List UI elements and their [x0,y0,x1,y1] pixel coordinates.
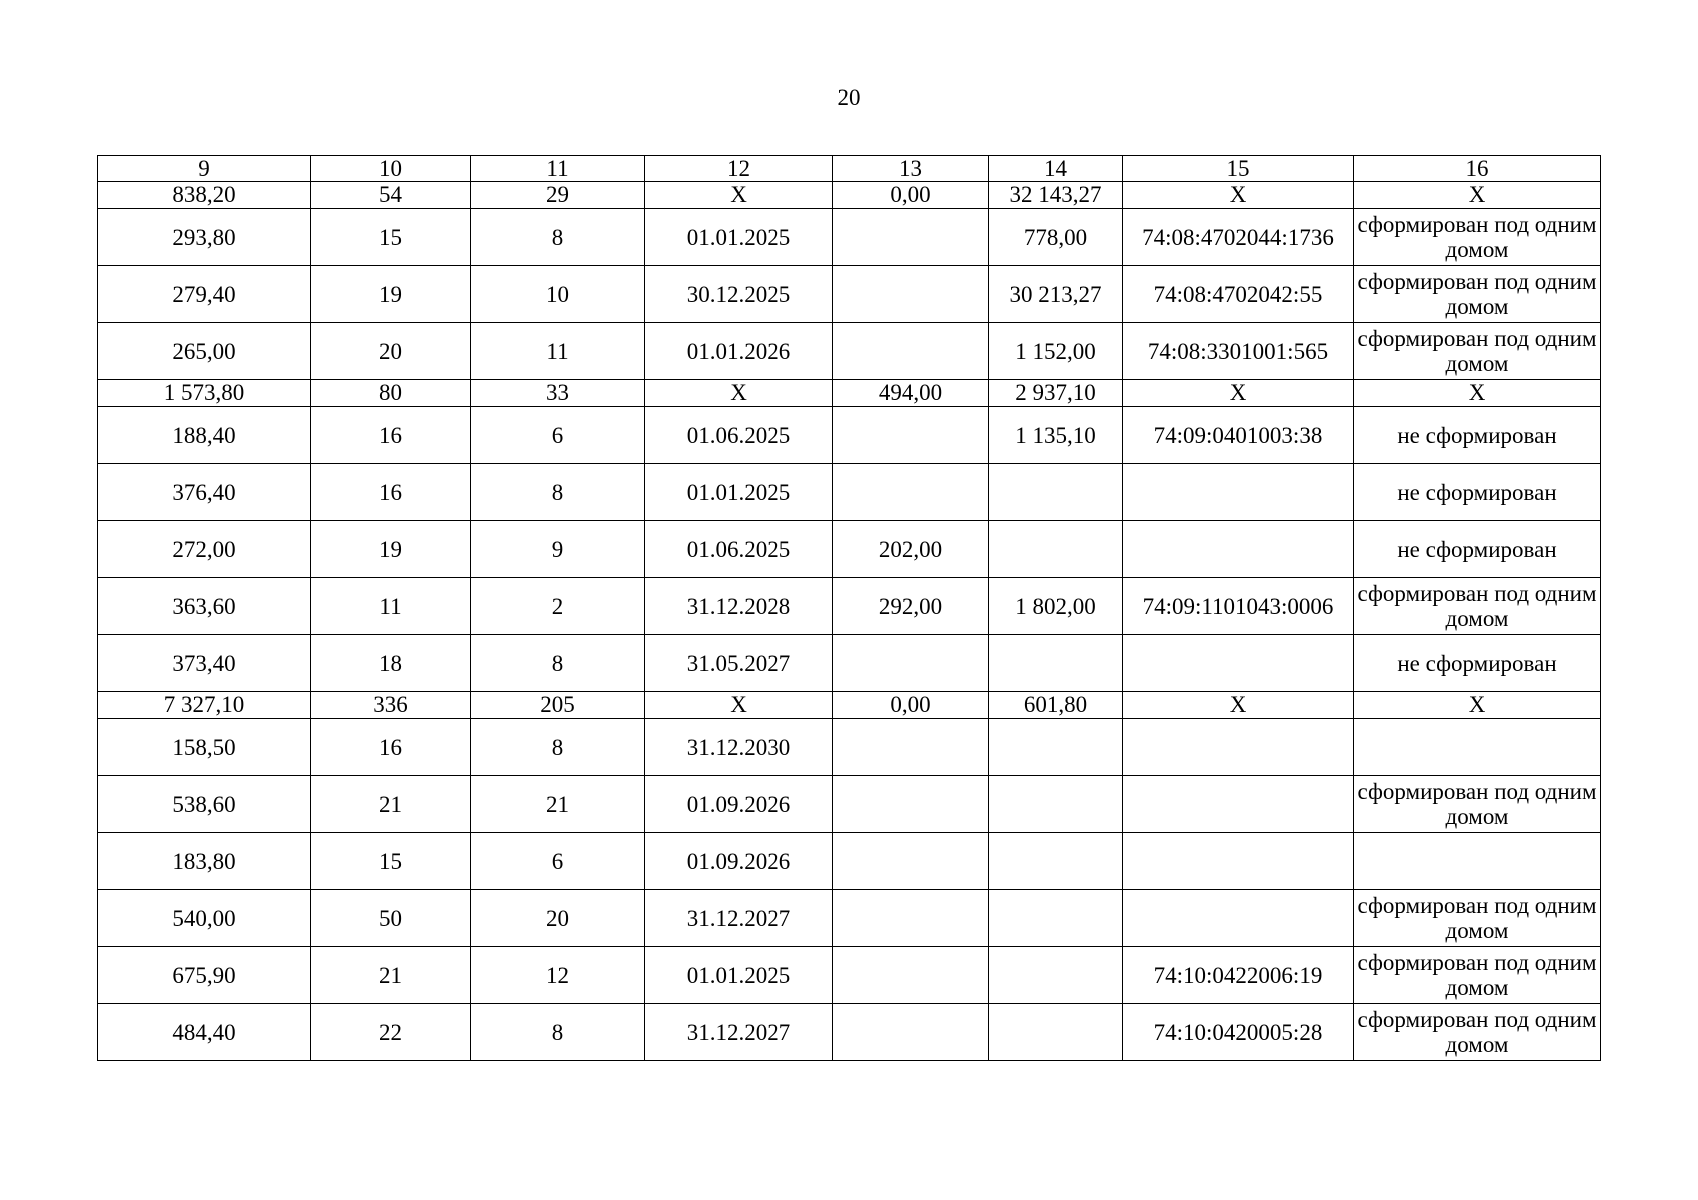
table-cell: 778,00 [989,209,1123,266]
table-cell: 16 [311,719,471,776]
table-cell: 50 [311,890,471,947]
table-cell [989,890,1123,947]
table-cell: 675,90 [98,947,311,1004]
column-header: 15 [1123,156,1354,182]
table-row [98,635,1601,692]
table-cell: 0,00 [833,182,989,209]
table-cell [1123,635,1354,692]
table-cell: 74:10:0422006:19 [1123,947,1354,1004]
table-cell: 265,00 [98,323,311,380]
table-cell [833,947,989,1004]
table-cell: 01.01.2025 [645,209,833,266]
table-cell [989,635,1123,692]
table-cell: 21 [311,776,471,833]
table-cell: 19 [311,521,471,578]
table-cell: 20 [311,323,471,380]
table-cell: 18 [311,635,471,692]
table-cell: 74:10:0420005:28 [1123,1004,1354,1061]
column-number-row [98,156,1601,182]
table-cell: 0,00 [833,692,989,719]
column-header: 12 [645,156,833,182]
table-row [98,464,1601,521]
table-cell: 376,40 [98,464,311,521]
table-cell: 11 [471,323,645,380]
table-cell: 74:09:0401003:38 [1123,407,1354,464]
table-cell: 1 573,80 [98,380,311,407]
column-header: 16 [1354,156,1601,182]
table-cell: 19 [311,266,471,323]
table-cell [833,833,989,890]
table-cell: сформирован под одним домом [1354,266,1601,323]
table-cell [833,209,989,266]
table-cell: 8 [471,1004,645,1061]
table-cell: 01.01.2025 [645,464,833,521]
table-cell: Х [645,182,833,209]
table-cell: 1 152,00 [989,323,1123,380]
data-table [97,155,1601,1061]
table-cell: 74:08:4702042:55 [1123,266,1354,323]
table-cell [833,464,989,521]
table-cell: Х [1123,692,1354,719]
table-cell [989,719,1123,776]
table-cell: 6 [471,407,645,464]
subtotal-row [98,182,1601,209]
table-cell: 484,40 [98,1004,311,1061]
table-cell: 279,40 [98,266,311,323]
table-cell: не сформирован [1354,521,1601,578]
table-cell [1123,719,1354,776]
table-cell: не сформирован [1354,635,1601,692]
table-cell: 15 [311,209,471,266]
table-cell [1354,833,1601,890]
table-row [98,776,1601,833]
table-cell: 10 [471,266,645,323]
table-cell: 2 937,10 [989,380,1123,407]
table-cell: 11 [311,578,471,635]
table-cell: 293,80 [98,209,311,266]
table-cell: 8 [471,209,645,266]
table-cell [833,719,989,776]
table-cell: 158,50 [98,719,311,776]
table-cell: сформирован под одним домом [1354,776,1601,833]
table-cell: сформирован под одним домом [1354,1004,1601,1061]
table-cell: 15 [311,833,471,890]
table-row [98,407,1601,464]
table-body [98,156,1601,1061]
table-cell: Х [645,692,833,719]
table-cell: 9 [471,521,645,578]
table-cell [989,776,1123,833]
table-cell [833,1004,989,1061]
table-cell [1354,719,1601,776]
table-cell [989,521,1123,578]
table-cell: 188,40 [98,407,311,464]
table-cell: 601,80 [989,692,1123,719]
table-cell: 29 [471,182,645,209]
table-cell: 31.05.2027 [645,635,833,692]
table-cell: 373,40 [98,635,311,692]
table-cell: 8 [471,635,645,692]
table-cell: 494,00 [833,380,989,407]
subtotal-row [98,692,1601,719]
table-row [98,209,1601,266]
table-cell [833,776,989,833]
table-cell: сформирован под одним домом [1354,890,1601,947]
table-cell: 20 [471,890,645,947]
table-cell [1123,521,1354,578]
table-cell: 31.12.2027 [645,890,833,947]
table-cell: 538,60 [98,776,311,833]
table-cell: 1 135,10 [989,407,1123,464]
table-cell: Х [1354,380,1601,407]
table-cell [1123,464,1354,521]
table-cell: 01.09.2026 [645,833,833,890]
table-row [98,323,1601,380]
table-cell: 54 [311,182,471,209]
table-cell: сформирован под одним домом [1354,323,1601,380]
table-cell: 01.01.2025 [645,947,833,1004]
table-cell: 32 143,27 [989,182,1123,209]
table-cell: 8 [471,464,645,521]
table-cell: 01.09.2026 [645,776,833,833]
table-row [98,578,1601,635]
table-cell: 205 [471,692,645,719]
table-cell: 183,80 [98,833,311,890]
table-cell [989,833,1123,890]
table-cell: Х [645,380,833,407]
table-cell [833,890,989,947]
table-cell: 31.12.2030 [645,719,833,776]
table-cell: 16 [311,407,471,464]
column-header: 14 [989,156,1123,182]
table-cell: 22 [311,1004,471,1061]
table-cell: 540,00 [98,890,311,947]
column-header: 13 [833,156,989,182]
table-row [98,833,1601,890]
table-cell: не сформирован [1354,464,1601,521]
table-cell: сформирован под одним домом [1354,947,1601,1004]
table-cell: 363,60 [98,578,311,635]
table-cell: 01.01.2026 [645,323,833,380]
table-cell [1123,776,1354,833]
table-row [98,521,1601,578]
table-cell: Х [1354,182,1601,209]
table-cell: Х [1354,692,1601,719]
table-cell: 7 327,10 [98,692,311,719]
table-cell: 336 [311,692,471,719]
table-cell [989,947,1123,1004]
page-number: 20 [837,85,861,110]
table-cell: 272,00 [98,521,311,578]
table-cell [989,1004,1123,1061]
table-row [98,947,1601,1004]
table-cell: Х [1123,182,1354,209]
table-cell: не сформирован [1354,407,1601,464]
table-row [98,890,1601,947]
table-cell: 1 802,00 [989,578,1123,635]
table-cell [833,266,989,323]
table-cell [833,635,989,692]
table-cell: 292,00 [833,578,989,635]
column-header: 9 [98,156,311,182]
table-cell [1123,833,1354,890]
table-cell [989,464,1123,521]
column-header: 10 [311,156,471,182]
table-cell: 31.12.2028 [645,578,833,635]
table-row [98,719,1601,776]
table-cell [833,407,989,464]
table-cell [833,323,989,380]
table-cell: 21 [471,776,645,833]
table-row [98,266,1601,323]
table-cell: 202,00 [833,521,989,578]
table-cell: сформирован под одним домом [1354,578,1601,635]
table-cell: 16 [311,464,471,521]
table-cell: 8 [471,719,645,776]
table-cell: 30.12.2025 [645,266,833,323]
table-cell: сформирован под одним домом [1354,209,1601,266]
table-cell: 6 [471,833,645,890]
table-cell: 33 [471,380,645,407]
table-cell: 80 [311,380,471,407]
table-cell: 838,20 [98,182,311,209]
table-cell: 74:08:4702044:1736 [1123,209,1354,266]
table-cell [1123,890,1354,947]
table-cell: 74:08:3301001:565 [1123,323,1354,380]
subtotal-row [98,380,1601,407]
table-cell: 2 [471,578,645,635]
table-cell: 31.12.2027 [645,1004,833,1061]
table-cell: 01.06.2025 [645,521,833,578]
table-row [98,1004,1601,1061]
table-cell: 01.06.2025 [645,407,833,464]
table-cell: 30 213,27 [989,266,1123,323]
table-cell: Х [1123,380,1354,407]
table-cell: 12 [471,947,645,1004]
table-cell: 74:09:1101043:0006 [1123,578,1354,635]
column-header: 11 [471,156,645,182]
table-cell: 21 [311,947,471,1004]
